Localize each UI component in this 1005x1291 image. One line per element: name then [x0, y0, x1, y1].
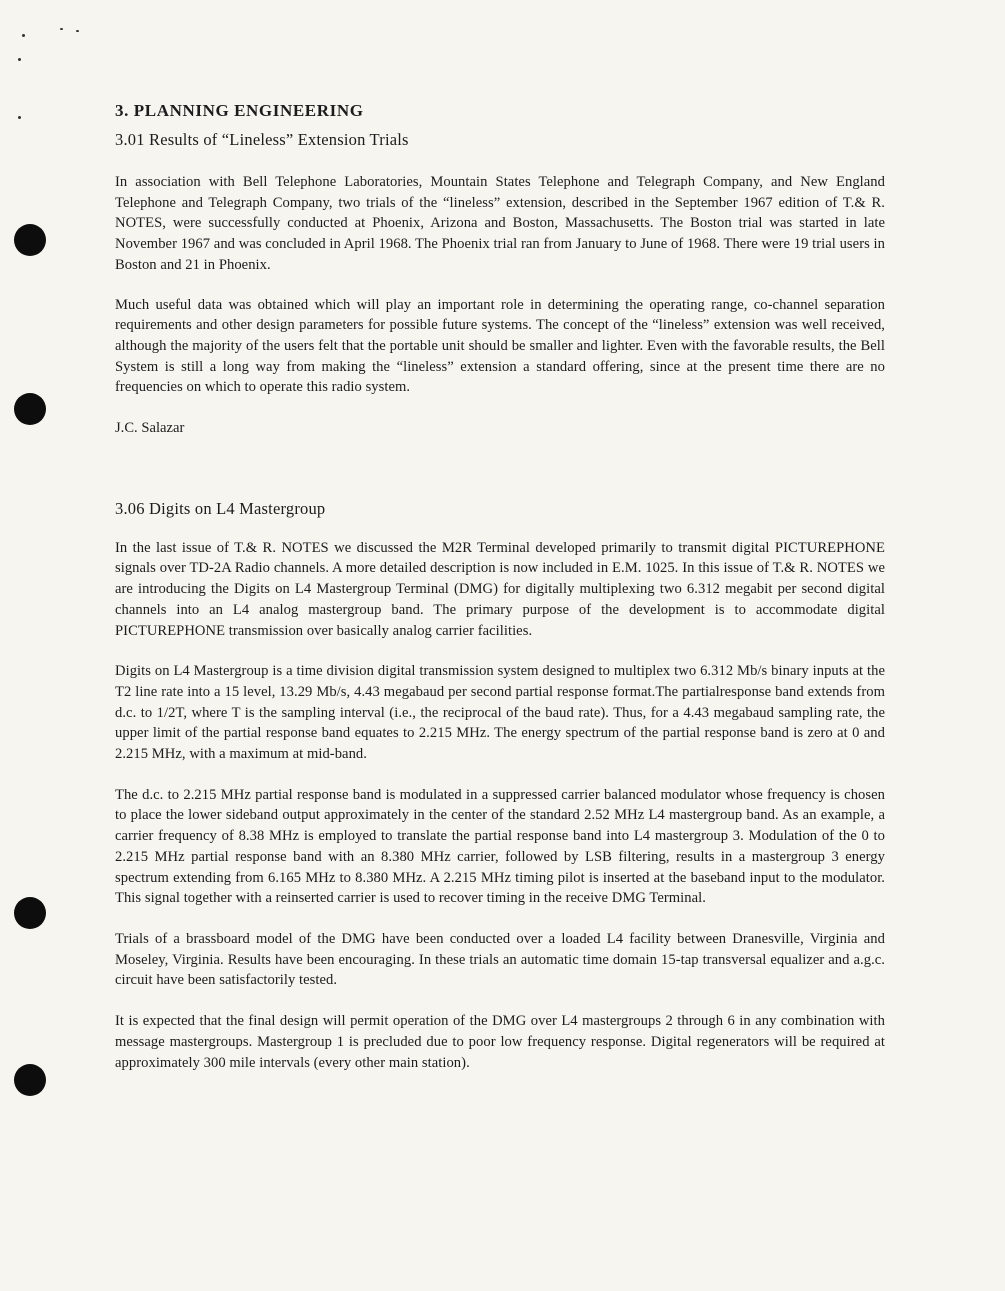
- punch-hole: [14, 393, 46, 425]
- paragraph: In the last issue of T.& R. NOTES we discussed the M2R Terminal developed primarily to transmit digital PICTUREPHONE signals over TD-2A Radio channels. A more detailed description is now included in E.M. 1025. In this issue of T.& R. NOTES we are introducing the Digits on L4 Mastergroup Terminal (DMG) for digitally multiplexing two 6.312 megabit per second digital channels into an L4 analog mastergroup band. The primary purpose of the development is to accommodate digital PICTUREPHONE transmission over basically analog carrier facilities.: [115, 539, 885, 639]
- paragraph: Digits on L4 Mastergroup is a time division digital transmission system designed to multiplex two 6.312 Mb/s binary inputs at the T2 line rate into a 15 level, 13.29 Mb/s, 4.43 megabaud per second partial response format.The partialresponse band extends from d.c. to 1/2T, where T is the sampling interval (i.e., the reciprocal of the baud rate). Thus, for a 4.43 megabaud sampling rate, the upper limit of the partial response band equates to 2.215 MHz. The energy spectrum of the partial response band is zero at 0 and 2.215 MHz, with a maximum at mid-band.: [115, 663, 885, 763]
- section-heading: 3. PLANNING ENGINEERING: [115, 101, 364, 120]
- scan-speck: [60, 28, 63, 30]
- article-title-digits-l4: 3.06 Digits on L4 Mastergroup: [115, 498, 326, 518]
- paragraph: The d.c. to 2.215 MHz partial response band is modulated in a suppressed carrier balanced modulator whose frequency is chosen to place the lower sideband output approximately in the center of the standard 2.52 MHz L4 mastergroup band. As an example, a carrier frequency of 8.38 MHz is employed to translate the partial response band into L4 mastergroup 3. Modulation of the 0 to 2.215 MHz partial response band with an 8.380 MHz carrier, followed by LSB filtering, results in a mastergroup 3 energy spectrum extending from 6.165 MHz to 8.380 MHz. A 2.215 MHz timing pilot is inserted at the baseband input to the modulator. This signal together with a reinserted carrier is used to recover timing in the receive DMG Terminal.: [115, 786, 885, 907]
- scan-speck: [18, 116, 21, 119]
- punch-hole: [14, 224, 46, 256]
- paragraph: In association with Bell Telephone Laboratories, Mountain States Telephone and Telegraph Company, and New England Telephone and Telegraph Company, two trials of the “lineless” extension, described in the September 1967 edition of T.& R. NOTES, were successfully conducted at Phoenix, Arizona and Boston, Massachusetts. The Boston trial was started in late November 1967 and was concluded in April 1968. The Phoenix trial ran from January to June of 1968. There were 19 trial users in Boston and 21 in Phoenix.: [115, 174, 885, 273]
- article-title-lineless: 3.01 Results of “Lineless” Extension Trials: [115, 130, 409, 149]
- scan-speck: [22, 34, 25, 37]
- scan-speck: [18, 58, 21, 61]
- paragraph: Much useful data was obtained which will play an important role in determining the operating range, co-channel separation requirements and other design parameters for possible future systems. The concept of the “lineless” extension was well received, although the majority of the users felt that the portable unit should be smaller and lighter. Even with the favorable results, the Bell System is still a long way from making the “lineless” extension a standard offering, since at the present time there are no frequencies on which to operate this radio system.: [115, 296, 885, 396]
- scan-speck: [76, 30, 79, 32]
- author-signature: J.C. Salazar: [115, 420, 185, 437]
- document-body: [115, 98, 885, 1073]
- paragraph: It is expected that the final design will permit operation of the DMG over L4 mastergroups 2 through 6 in any combination with message mastergroups. Mastergroup 1 is precluded due to poor low frequency response. Digital regenerators will be required at approximately 300 mile intervals (every other main station).: [115, 1013, 885, 1071]
- punch-hole: [14, 1064, 46, 1096]
- paragraph: Trials of a brassboard model of the DMG have been conducted over a loaded L4 facility between Dranesville, Virginia and Moseley, Virginia. Results have been encouraging. In these trials an automatic time domain 15-tap transversal equalizer and a.g.c. circuit have been satisfactorily tested.: [115, 930, 885, 989]
- punch-hole: [14, 897, 46, 929]
